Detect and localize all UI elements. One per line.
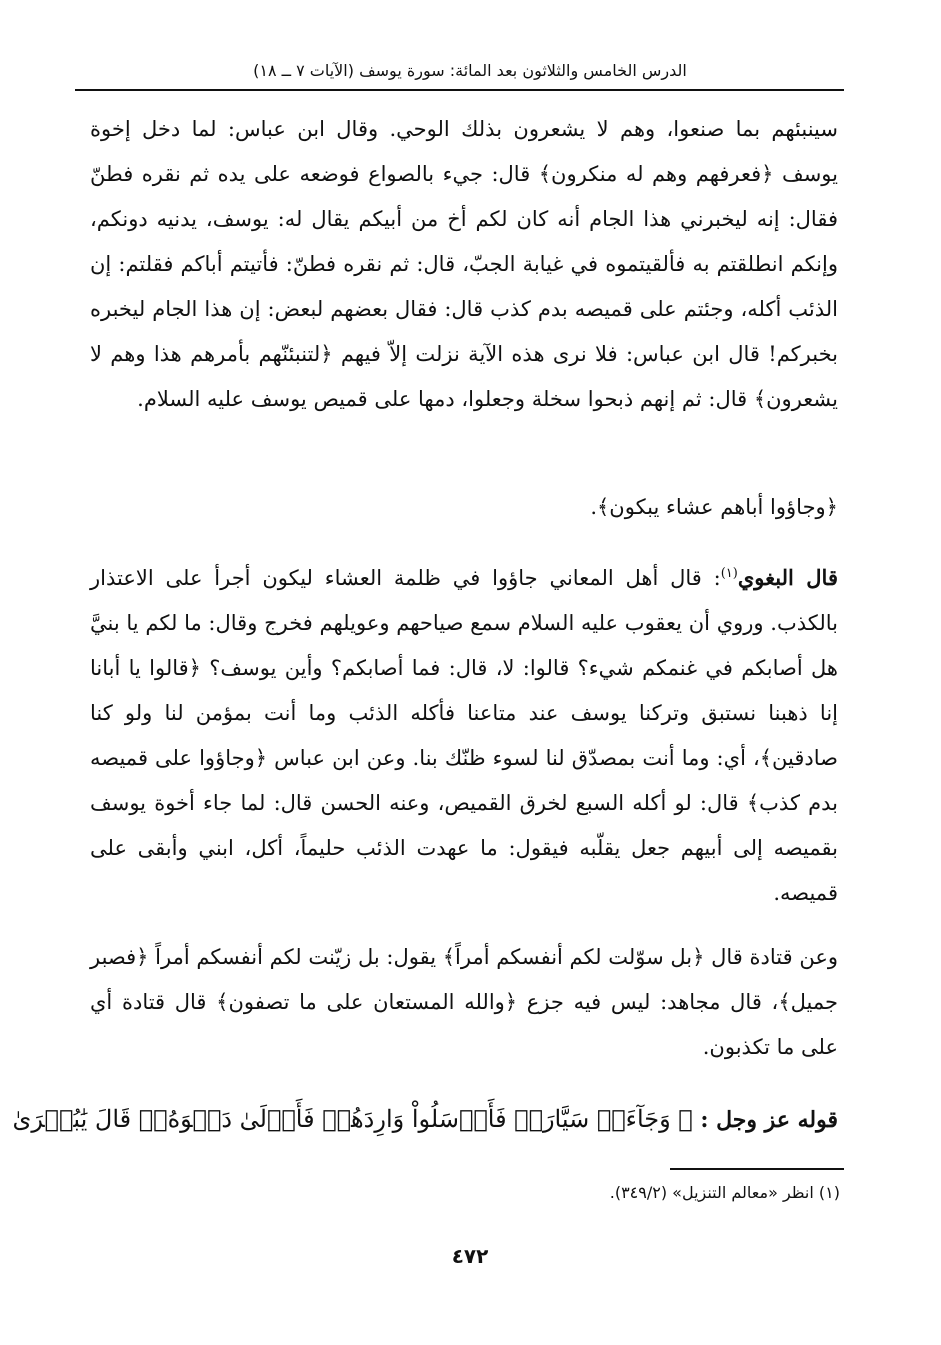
verse-lead: قوله عز وجل :	[700, 1107, 838, 1133]
running-header: الدرس الخامس والثلاثون بعد المائة: سورة يوسف (الآيات ٧ ــ ١٨)	[253, 61, 687, 80]
verse-text: ﴿ وَجَآءَتۡ سَيَّارَةٞ فَأَرۡسَلُواْ وَارِدَهُمۡ فَأَدۡلَىٰ دَلۡوَهُۥۖ قَالَ يَٰبُشۡرَىٰ	[12, 1105, 693, 1133]
speaker-name: قال البغوي	[737, 565, 838, 590]
footnote-divider	[670, 1168, 844, 1170]
page-number: ٤٧٢	[451, 1244, 489, 1268]
header-divider	[75, 89, 844, 91]
footnote-reference[interactable]: (١)	[720, 566, 738, 581]
body-paragraph-baghawi	[90, 555, 838, 916]
body-paragraph-qatada: وعن قتادة قال ﴿بل سوّلت لكم أنفسكم أمراً﴾ يقول: بل زيّنت لكم أنفسكم أمراً ﴿فصبر جميل﴾، قال مجاهد: ليس فيه جزع ﴿والله المستعان على ما تصفون﴾ قال قتادة أي على ما تكذبون.	[90, 945, 838, 1059]
footnote: (١) انظر «معالم التنزيل» (٣٤٩/٢).	[609, 1183, 840, 1202]
quranic-quote-paragraph: ﴿وجاؤوا أباهم عشاء يبكون﴾.	[590, 495, 838, 519]
verse-heading	[12, 1097, 838, 1142]
paragraph-text: : قال أهل المعاني جاؤوا في ظلمة العشاء ليكون أجرأ على الاعتذار بالكذب. وروي أن يعقوب عليه السلام سمع صياحهم وعويلهم فخرج وقال: ما لكم يا بنيَّ هل أصابكم في غنمكم شيء؟ قالوا: لا، قال: فما أصابكم؟ وأين يوسف؟ ﴿قالوا يا أبانا إنا ذهبنا نستبق وتركنا يوسف عند متاعنا فأكله الذئب وما أنت بمؤمن لنا ولو كنا صادقين﴾، أي: وما أنت بمصدّق لنا لسوء ظنّك بنا. وعن ابن عباس ﴿وجاؤوا على قميصه بدم كذب﴾ قال: لو أكله السبع لخرق القميص، وعنه الحسن قال: لما جاء أخوة يوسف بقميصه إلى أبيهم جعل يقلّبه فيقول: ما عهدت الذئب حليماً، أكل، ابني وأبقى على قميصه.	[90, 566, 838, 905]
body-paragraph-1: سينبئهم بما صنعوا، وهم لا يشعرون بذلك الوحي. وقال ابن عباس: لما دخل إخوة يوسف ﴿فعرفهم وهم له منكرون﴾ قال: جيء بالصواع فوضعه على يده ثم نقره فطنّ فقال: إنه ليخبرني هذا الجام أنه كان لكم أخ من أبيكم يقال له: يوسف، يدنيه دونكم، وإنكم انطلقتم به فألقيتموه في غيابة الجبّ، قال: ثم نقره فطنّ: فأتيتم أباكم فقلتم: إن الذئب أكله، وجئتم على قميصه بدم كذب قال: فقال بعضهم لبعض: إن هذا الجام ليخبره بخبركم! قال ابن عباس: فلا نرى هذه الآية نزلت إلاّ فيهم ﴿لتنبئنّهم بأمرهم هذا وهم لا يشعرون﴾ قال: ثم إنهم ذبحوا سخلة وجعلوا، دمها على قميص يوسف عليه السلام.	[90, 117, 838, 411]
